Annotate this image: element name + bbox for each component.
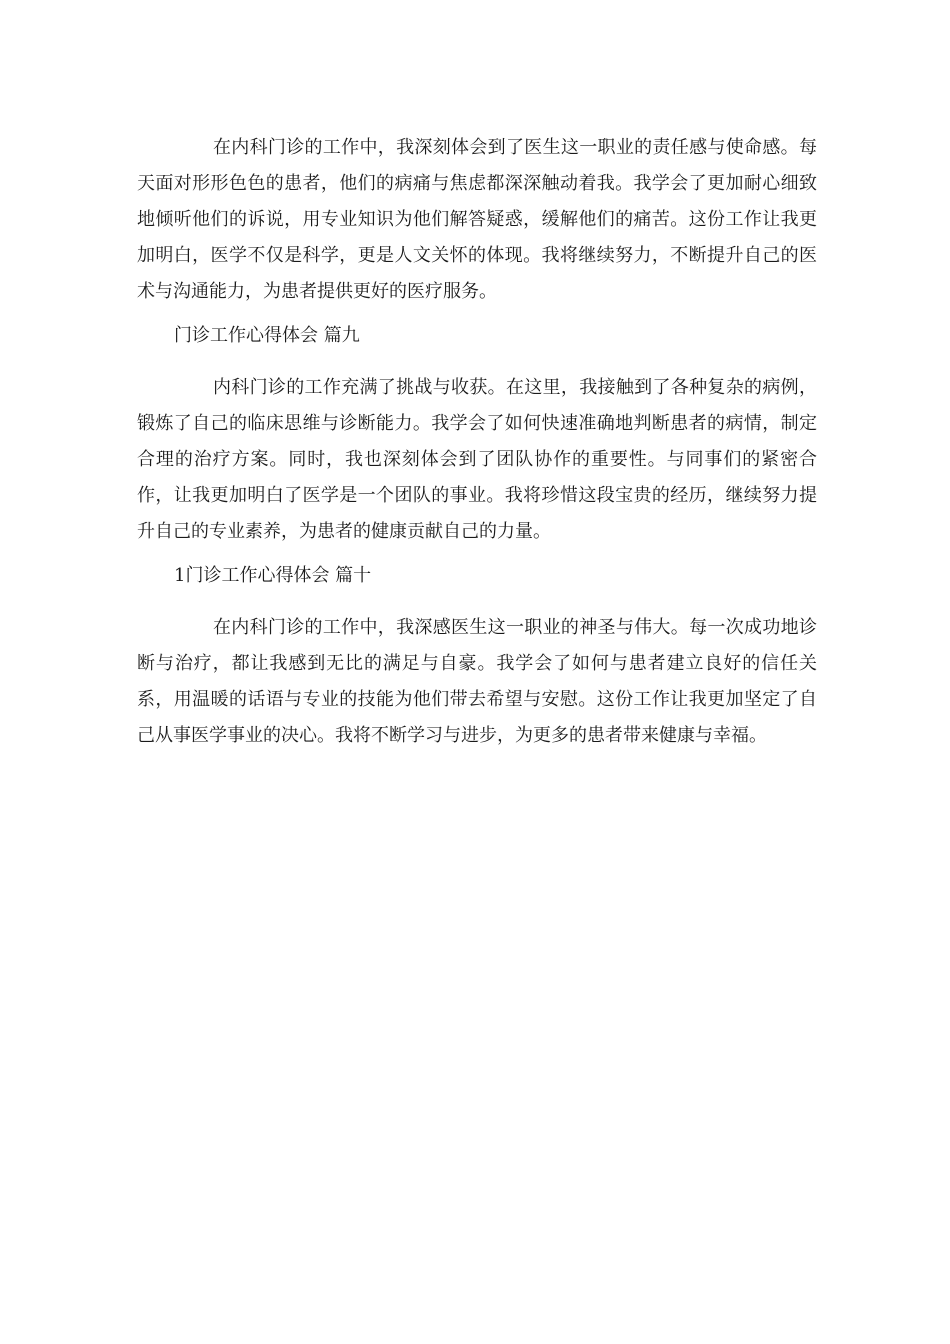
paragraph-internal-medicine-responsibility: 在内科门诊的工作中，我深刻体会到了医生这一职业的责任感与使命感。每天面对形形色色的患者，他们的病痛与焦虑都深深触动着我。我学会了更加耐心细致地倾听他们的诉说，用专业知识为他们解答疑惑，缓解他们的痛苦。这份工作让我更加明白，医学不仅是科学，更是人文关怀的体现。我将继续努力，不断提升自己的医术与沟通能力，为患者提供更好的医疗服务。	[137, 137, 817, 302]
paragraph-challenges-and-gains: 内科门诊的工作充满了挑战与收获。在这里，我接触到了各种复杂的病例，锻炼了自己的临床思维与诊断能力。我学会了如何快速准确地判断患者的病情，制定合理的治疗方案。同时，我也深刻体会到了团队协作的重要性。与同事们的紧密合作，让我更加明白了医学是一个团队的事业。我将珍惜这段宝贵的经历，继续努力提升自己的专业素养，为患者的健康贡献自己的力量。	[137, 377, 817, 542]
paragraph-sacred-profession: 在内科门诊的工作中，我深感医生这一职业的神圣与伟大。每一次成功地诊断与治疗，都让我感到无比的满足与自豪。我学会了如何与患者建立良好的信任关系，用温暖的话语与专业的技能为他们带去希望与安慰。这份工作让我更加坚定了自己从事医学事业的决心。我将不断学习与进步，为更多的患者带来健康与幸福。	[137, 617, 817, 746]
section-heading-nine: 门诊工作心得体会 篇九	[174, 325, 360, 346]
section-heading-ten: 1门诊工作心得体会 篇十	[174, 565, 372, 586]
